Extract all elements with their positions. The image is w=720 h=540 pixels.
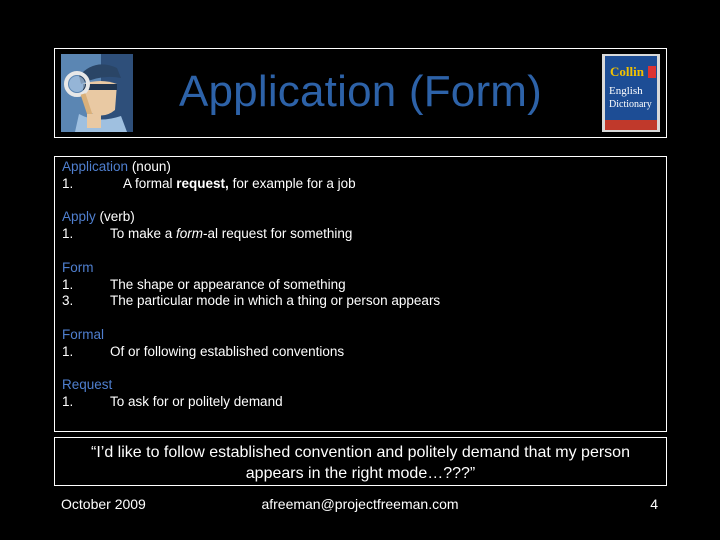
dictionary-line2: Dictionary	[609, 99, 652, 110]
definitions-list	[62, 159, 660, 411]
definition-sense	[62, 394, 660, 411]
dictionary-line1: English	[609, 85, 643, 97]
sense-text-post: -al request for something	[203, 226, 353, 242]
sense-text: The particular mode in which a thing or person appears	[110, 293, 441, 309]
sense-text-pre: To make a	[110, 226, 177, 242]
slide-title: Application (Form)	[178, 67, 543, 116]
sense-number: 1.	[62, 175, 74, 191]
term-application: Application	[62, 159, 129, 174]
dictionary-cover-image	[602, 54, 660, 132]
footer-date: October 2009	[61, 496, 146, 512]
sense-number: 1.	[62, 226, 74, 242]
term-apply: Apply	[62, 209, 96, 225]
definitions-panel	[54, 156, 667, 432]
quote-panel	[54, 437, 667, 486]
sense-text-italic: form	[176, 226, 204, 242]
definition-sense	[62, 226, 660, 243]
sense-text: Of or following established conventions	[110, 343, 345, 359]
sense-text-pre: A formal	[123, 175, 177, 191]
sense-text-post: for example for a job	[228, 175, 356, 191]
sense-text: The shape or appearance of something	[110, 276, 346, 292]
definition-sense	[62, 176, 660, 193]
definition-heading	[62, 209, 660, 226]
definition-heading	[62, 377, 660, 394]
title-frame	[54, 48, 667, 138]
term-formal: Formal	[62, 326, 105, 342]
quote-text: “I’d like to follow established convention and politely demand that my person appears in the right mode…???”	[91, 444, 630, 482]
sense-text: To ask for or politely demand	[110, 394, 283, 410]
sense-number: 3.	[62, 293, 74, 309]
definition-heading	[62, 159, 660, 176]
term-form: Form	[62, 259, 94, 275]
sense-number: 1.	[62, 276, 74, 292]
definition-heading	[62, 260, 660, 277]
part-of-speech: (verb)	[99, 209, 135, 225]
term-request: Request	[62, 377, 113, 393]
definition-sense	[62, 344, 660, 361]
dictionary-book-icon	[602, 54, 660, 132]
dictionary-brand: Collin	[610, 64, 644, 79]
sense-number: 1.	[62, 343, 74, 359]
definition-sense	[62, 277, 660, 294]
definition-heading	[62, 327, 660, 344]
sense-number: 1.	[62, 394, 74, 410]
slide-number: 4	[650, 496, 658, 512]
sense-text-bold: request,	[176, 175, 229, 191]
definition-sense	[62, 293, 660, 310]
footer-email: afreeman@projectfreeman.com	[261, 496, 459, 512]
part-of-speech: (noun)	[131, 159, 171, 174]
